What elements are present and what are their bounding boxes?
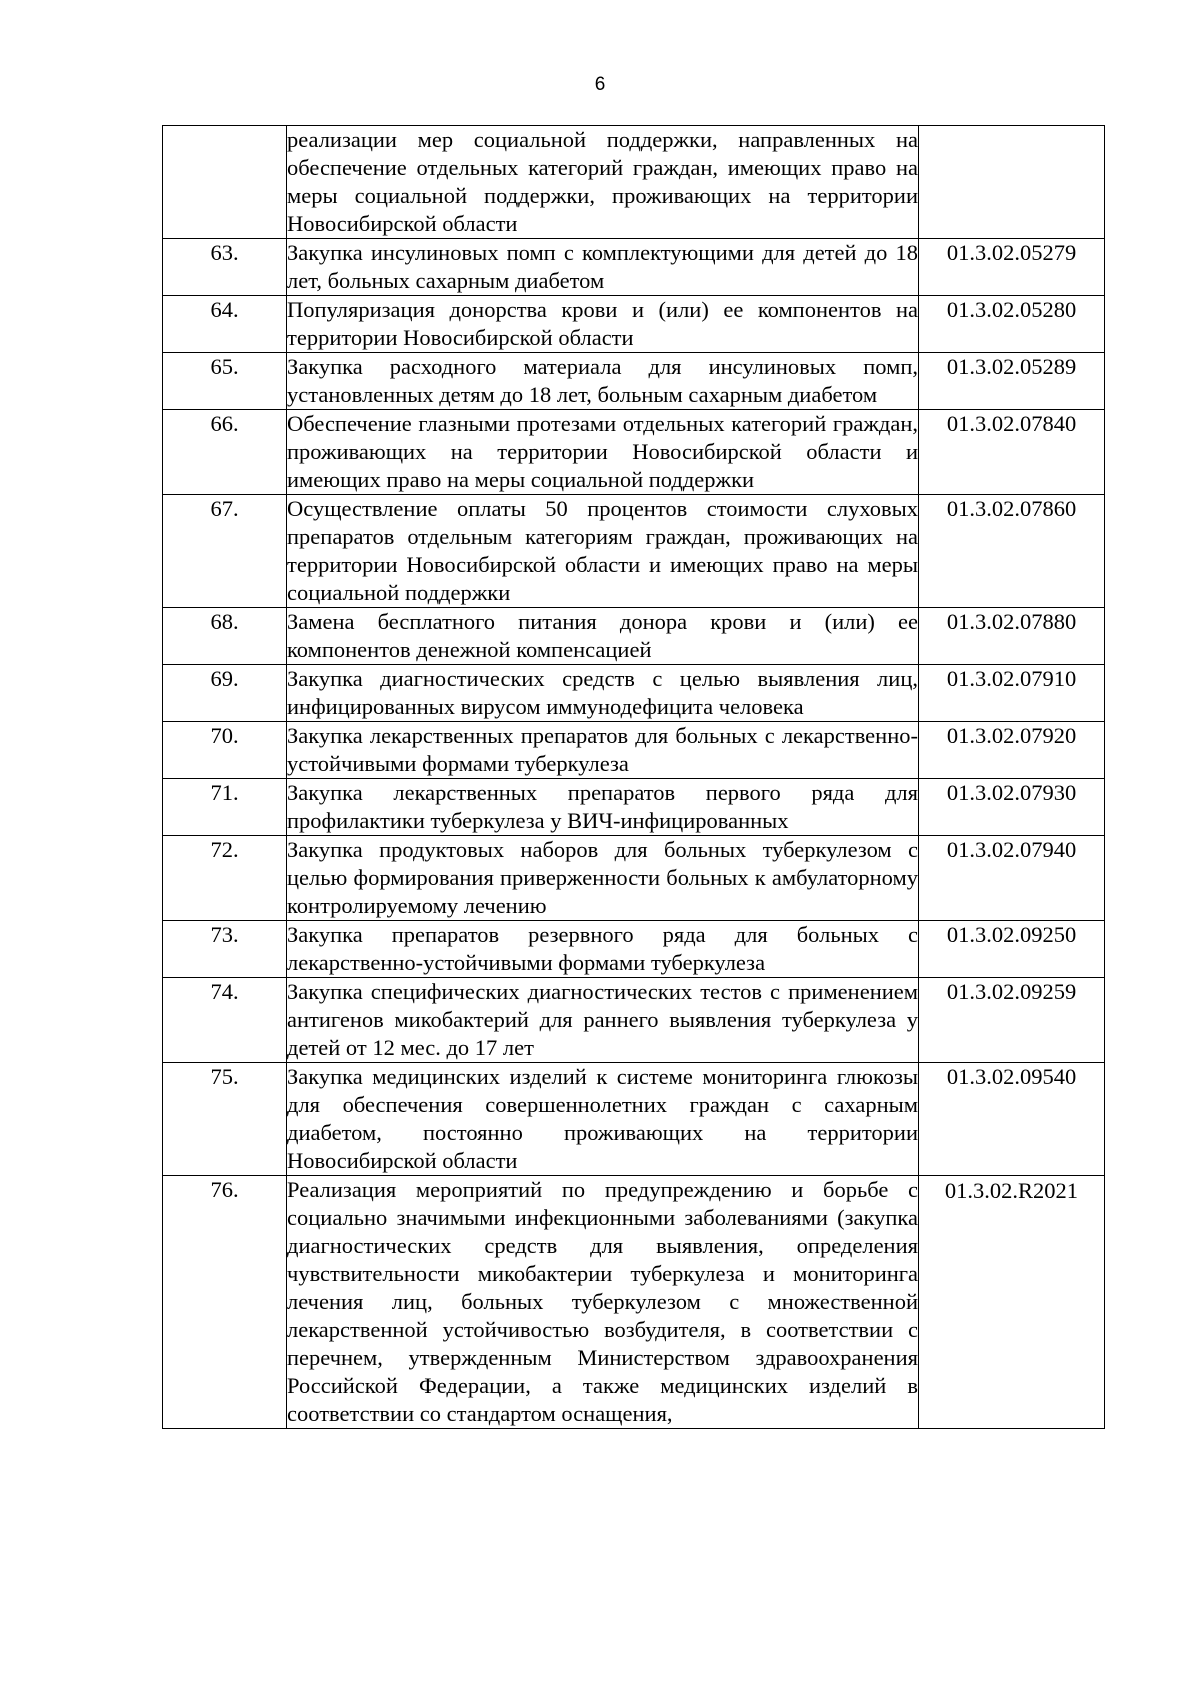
row-description: Закупка препаратов резервного ряда для больных с лекарственно-устойчивыми формами туберкулеза: [287, 921, 919, 978]
row-code: 01.3.02.07940: [919, 836, 1105, 921]
row-number: 76.: [163, 1176, 287, 1429]
table-row: [163, 836, 1105, 921]
table-row: [163, 126, 1105, 239]
table-row: [163, 978, 1105, 1063]
row-code: [919, 126, 1105, 239]
row-code: 01.3.02.07930: [919, 779, 1105, 836]
row-description: реализации мер социальной поддержки, направленных на обеспечение отдельных категорий граждан, имеющих право на меры социальной поддержки, проживающих на территории Новосибирской области: [287, 126, 919, 239]
row-description: Закупка медицинских изделий к системе мониторинга глюкозы для обеспечения совершеннолетних граждан с сахарным диабетом, постоянно проживающих на территории Новосибирской области: [287, 1063, 919, 1176]
row-code: 01.3.02.07910: [919, 665, 1105, 722]
row-number: 75.: [163, 1063, 287, 1176]
row-number: 73.: [163, 921, 287, 978]
row-code: 01.3.02.09540: [919, 1063, 1105, 1176]
row-number: 69.: [163, 665, 287, 722]
table-row: [163, 722, 1105, 779]
row-description: Реализация мероприятий по предупреждению и борьбе с социально значимыми инфекционными заболеваниями (закупка диагностических средств для выявления, определения чувствительности микобактерии туберкулеза и мониторинга лечения лиц, больных туберкулезом с множественной лекарственной устойчивостью возбудителя, в соответствии с перечнем, утвержденным Министерством здравоохранения Российской Федерации, а также медицинских изделий в соответствии со стандартом оснащения,: [287, 1176, 919, 1429]
row-number: 74.: [163, 978, 287, 1063]
table-row: [163, 296, 1105, 353]
row-description: Закупка лекарственных препаратов для больных с лекарственно-устойчивыми формами туберкулеза: [287, 722, 919, 779]
table-row: [163, 495, 1105, 608]
table-row: [163, 779, 1105, 836]
row-number: 65.: [163, 353, 287, 410]
row-number: 64.: [163, 296, 287, 353]
row-number: 71.: [163, 779, 287, 836]
row-number: [163, 126, 287, 239]
table-row: [163, 921, 1105, 978]
page-number: 6: [594, 74, 606, 95]
row-number: 66.: [163, 410, 287, 495]
row-code: 01.3.02.07880: [919, 608, 1105, 665]
row-code: 01.3.02.07860: [919, 495, 1105, 608]
row-number: 67.: [163, 495, 287, 608]
row-number: 70.: [163, 722, 287, 779]
table-row: [163, 1063, 1105, 1176]
row-number: 63.: [163, 239, 287, 296]
row-description: Закупка продуктовых наборов для больных туберкулезом с целью формирования приверженности больных к амбулаторному контролируемому лечению: [287, 836, 919, 921]
row-code: 01.3.02.07840: [919, 410, 1105, 495]
table-row: [163, 353, 1105, 410]
row-code: 01.3.02.07920: [919, 722, 1105, 779]
budget-codes-table: [162, 125, 1105, 1429]
row-description: Закупка инсулиновых помп с комплектующими для детей до 18 лет, больных сахарным диабетом: [287, 239, 919, 296]
row-description: Закупка диагностических средств с целью выявления лиц, инфицированных вирусом иммунодефицита человека: [287, 665, 919, 722]
row-description: Закупка специфических диагностических тестов с применением антигенов микобактерий для раннего выявления туберкулеза у детей от 12 мес. до 17 лет: [287, 978, 919, 1063]
row-description: Обеспечение глазными протезами отдельных категорий граждан, проживающих на территории Новосибирской области и имеющих право на меры социальной поддержки: [287, 410, 919, 495]
row-code: 01.3.02.05280: [919, 296, 1105, 353]
table-row: [163, 608, 1105, 665]
row-description: Популяризация донорства крови и (или) ее компонентов на территории Новосибирской области: [287, 296, 919, 353]
row-code: 01.3.02.09250: [919, 921, 1105, 978]
row-description: Закупка лекарственных препаратов первого ряда для профилактики туберкулеза у ВИЧ-инфицированных: [287, 779, 919, 836]
row-description: Осуществление оплаты 50 процентов стоимости слуховых препаратов отдельным категориям граждан, проживающих на территории Новосибирской области и имеющих право на меры социальной поддержки: [287, 495, 919, 608]
table-row: [163, 239, 1105, 296]
table-row: [163, 1176, 1105, 1429]
row-code: 01.3.02.09259: [919, 978, 1105, 1063]
row-number: 68.: [163, 608, 287, 665]
row-code: 01.3.02.05279: [919, 239, 1105, 296]
row-code: 01.3.02.05289: [919, 353, 1105, 410]
row-description: Замена бесплатного питания донора крови и (или) ее компонентов денежной компенсацией: [287, 608, 919, 665]
row-code: 01.3.02.R2021: [919, 1176, 1105, 1429]
row-number: 72.: [163, 836, 287, 921]
row-description: Закупка расходного материала для инсулиновых помп, установленных детям до 18 лет, больным сахарным диабетом: [287, 353, 919, 410]
table-row: [163, 410, 1105, 495]
table-row: [163, 665, 1105, 722]
